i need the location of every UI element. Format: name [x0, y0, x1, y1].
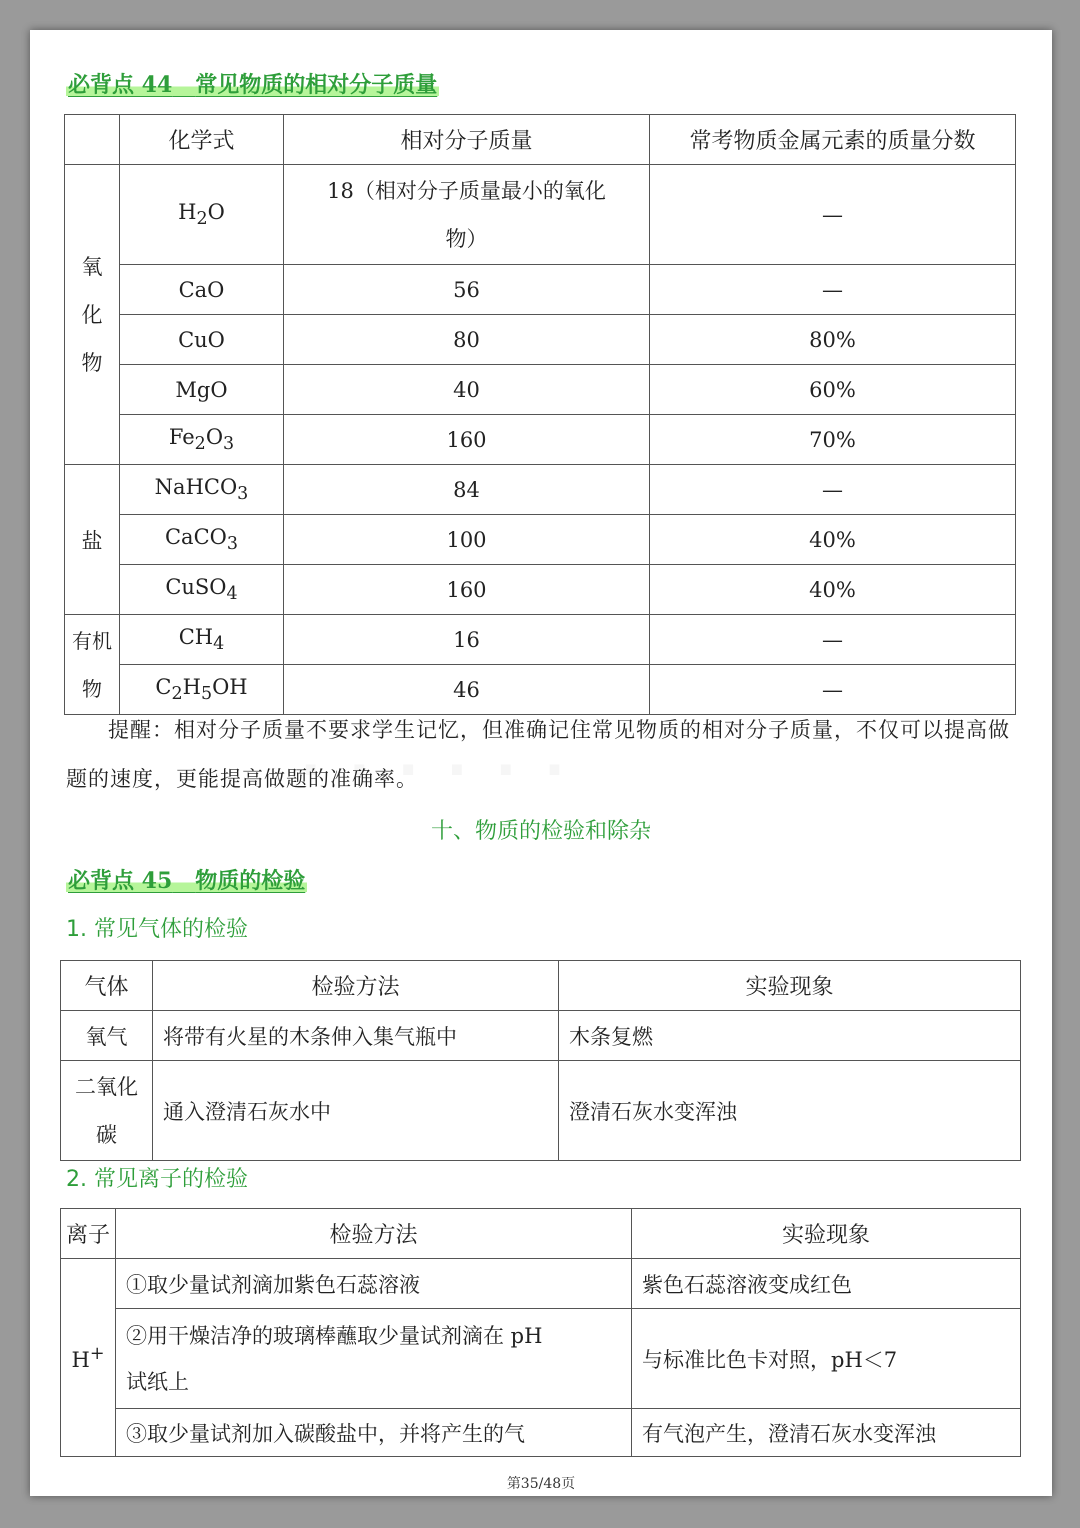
header-ion: 离子 [61, 1209, 116, 1259]
header-formula: 化学式 [120, 115, 284, 165]
formula-cell: $H_2O$ [120, 165, 284, 265]
table-row [65, 615, 1016, 665]
section-44-label: 必背点 44 [68, 72, 173, 98]
reminder-note: 提醒：相对分子质量不要求学生记忆，但准确记住常见物质的相对分子质量，不仅可以提高做题的速度，更能提高做题的准确率。 [66, 718, 1010, 791]
document-page [30, 30, 1052, 1496]
mass-cell: 40 [284, 365, 650, 415]
percent-cell: 60% [650, 365, 1016, 415]
gas-name-cell: 氧气 [61, 1011, 153, 1061]
table-row [61, 1011, 1021, 1061]
mass-cell: 84 [284, 465, 650, 515]
page-number: 第35/48页 [506, 1476, 576, 1492]
percent-cell: 40% [650, 565, 1016, 615]
formula-cell: CaCO$_3$ [120, 515, 284, 565]
group-oxide: 氧 化 物 [65, 165, 120, 465]
percent-cell: 80% [650, 315, 1016, 365]
table-row [65, 515, 1016, 565]
formula-cell: $C_2H_5OH$ [120, 665, 284, 715]
mass-cell: 18（相对分子质量最小的氧化 物） [284, 165, 650, 265]
method-cell: 通入澄清石灰水中 [153, 1061, 559, 1161]
method-cell: 将带有火星的木条伸入集气瓶中 [153, 1011, 559, 1061]
result-cell: 有气泡产生，澄清石灰水变浑浊 [632, 1409, 1021, 1457]
result-cell: 与标准比色卡对照，pH＜7 [632, 1309, 1021, 1409]
ion-test-table [60, 1208, 1021, 1457]
percent-cell: — [650, 665, 1016, 715]
section-10-title: 十、物质的检验和除杂 [430, 819, 651, 844]
group-salt: 盐 [65, 465, 120, 615]
header-mass: 相对分子质量 [284, 115, 650, 165]
section-44-title: 常见物质的相对分子质量 [195, 73, 438, 98]
percent-cell: — [650, 265, 1016, 315]
formula-cell: CaO [120, 265, 284, 315]
result-cell: 紫色石蕊溶液变成红色 [632, 1259, 1021, 1309]
mass-cell: 16 [284, 615, 650, 665]
table-row [61, 1061, 1021, 1161]
section-45-title: 物质的检验 [195, 869, 306, 894]
section-45-heading [66, 864, 307, 895]
table-header-row [61, 961, 1021, 1011]
section-44-heading [66, 68, 439, 99]
section-45-label: 必背点 45 [68, 868, 173, 894]
table-header-row [61, 1209, 1021, 1259]
mass-cell: 160 [284, 415, 650, 465]
table-header-row [65, 115, 1016, 165]
percent-cell: — [650, 615, 1016, 665]
table-row [65, 265, 1016, 315]
molecular-mass-table [64, 114, 1016, 715]
method-cell: ②用干燥洁净的玻璃棒蘸取少量试剂滴在 pH 试纸上 [116, 1309, 632, 1409]
table-row [61, 1259, 1021, 1309]
mass-cell: 160 [284, 565, 650, 615]
table-row [65, 565, 1016, 615]
gas-name-cell: 二氧化 碳 [61, 1061, 153, 1161]
ion-name-cell: H+ [61, 1259, 116, 1457]
formula-cell: MgO [120, 365, 284, 415]
table-row [61, 1309, 1021, 1409]
table-row [65, 165, 1016, 265]
mass-cell: 100 [284, 515, 650, 565]
header-percent: 常考物质金属元素的质量分数 [650, 115, 1016, 165]
formula-cell: CuSO$_4$ [120, 565, 284, 615]
formula-cell: $CH_4$ [120, 615, 284, 665]
header-method: 检验方法 [116, 1209, 632, 1259]
table-row [65, 365, 1016, 415]
mass-cell: 80 [284, 315, 650, 365]
formula-cell: CuO [120, 315, 284, 365]
header-result: 实验现象 [632, 1209, 1021, 1259]
group-organic: 有机 物 [65, 615, 120, 715]
result-cell: 澄清石灰水变浑浊 [559, 1061, 1021, 1161]
header-result: 实验现象 [559, 961, 1021, 1011]
ion-test-subtitle: 2. 常见离子的检验 [66, 1167, 248, 1192]
percent-cell: — [650, 165, 1016, 265]
header-empty [65, 115, 120, 165]
header-method: 检验方法 [153, 961, 559, 1011]
percent-cell: 40% [650, 515, 1016, 565]
formula-cell: NaHCO$_3$ [120, 465, 284, 515]
mass-cell: 46 [284, 665, 650, 715]
mass-cell: 56 [284, 265, 650, 315]
table-row [65, 465, 1016, 515]
method-cell: ③取少量试剂加入碳酸盐中，并将产生的气 [116, 1409, 632, 1457]
table-row [65, 415, 1016, 465]
table-row [61, 1409, 1021, 1457]
gas-test-subtitle: 1. 常见气体的检验 [66, 917, 248, 942]
percent-cell: 70% [650, 415, 1016, 465]
percent-cell: — [650, 465, 1016, 515]
method-cell: ①取少量试剂滴加紫色石蕊溶液 [116, 1259, 632, 1309]
gas-test-table [60, 960, 1021, 1161]
result-cell: 木条复燃 [559, 1011, 1021, 1061]
header-gas: 气体 [61, 961, 153, 1011]
table-row [65, 315, 1016, 365]
formula-cell: $Fe_2O_3$ [120, 415, 284, 465]
